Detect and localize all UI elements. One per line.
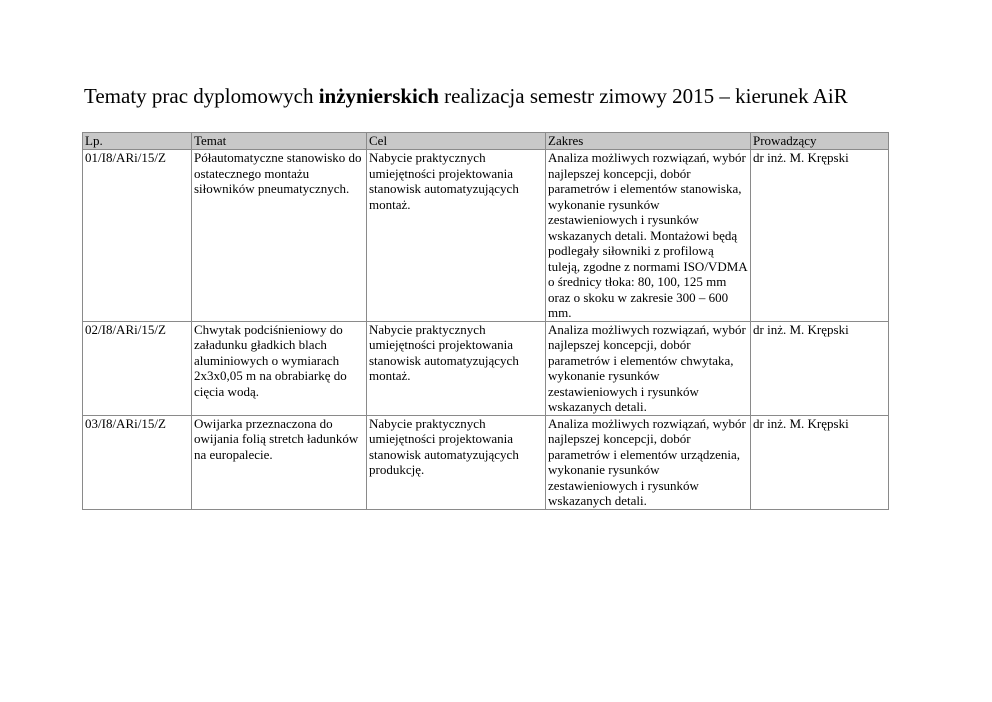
cell-lp: 02/I8/ARi/15/Z <box>83 321 192 415</box>
cell-temat: Półautomatyczne stanowisko do ostatecznego montażu siłowników pneumatycznych. <box>192 150 367 322</box>
header-prowadzacy: Prowadzący <box>751 133 889 150</box>
page-title <box>84 84 848 108</box>
cell-temat: Owijarka przeznaczona do owijania folią stretch ładunków na europalecie. <box>192 415 367 509</box>
cell-cel: Nabycie praktycznych umiejętności projektowania stanowisk automatyzujących montaż. <box>367 150 546 322</box>
cell-prowadzacy: dr inż. M. Krępski <box>751 150 889 322</box>
header-temat: Temat <box>192 133 367 150</box>
header-cel: Cel <box>367 133 546 150</box>
cell-lp: 01/I8/ARi/15/Z <box>83 150 192 322</box>
cell-cel: Nabycie praktycznych umiejętności projektowania stanowisk automatyzujących montaż. <box>367 321 546 415</box>
table-row <box>83 321 889 415</box>
title-suffix: realizacja semestr zimowy 2015 – kierunek AiR <box>438 84 848 108</box>
header-lp: Lp. <box>83 133 192 150</box>
cell-zakres: Analiza możliwych rozwiązań, wybór najlepszej koncepcji, dobór parametrów i elementów stanowiska, wykonanie rysunków zestawieniowych i rysunków wskazanych detali. Montażowi będą podlegały siłowniki z profilową tuleją, zgodne z normami ISO/VDMA o średnicy tłoka: 80, 100, 125 mm oraz o skoku w zakresie 300 – 600 mm. <box>546 150 751 322</box>
table-row <box>83 150 889 322</box>
cell-temat: Chwytak podciśnieniowy do załadunku gładkich blach aluminiowych o wymiarach 2x3x0,05 m na obrabiarkę do cięcia wodą. <box>192 321 367 415</box>
cell-lp: 03/I8/ARi/15/Z <box>83 415 192 509</box>
header-zakres: Zakres <box>546 133 751 150</box>
table-row <box>83 415 889 509</box>
title-bold: inżynierskich <box>318 84 439 108</box>
topics-table <box>82 132 889 510</box>
cell-cel: Nabycie praktycznych umiejętności projektowania stanowisk automatyzujących produkcję. <box>367 415 546 509</box>
cell-zakres: Analiza możliwych rozwiązań, wybór najlepszej koncepcji, dobór parametrów i elementów urządzenia, wykonanie rysunków zestawieniowych i rysunków wskazanych detali. <box>546 415 751 509</box>
cell-prowadzacy: dr inż. M. Krępski <box>751 321 889 415</box>
cell-prowadzacy: dr inż. M. Krępski <box>751 415 889 509</box>
cell-zakres: Analiza możliwych rozwiązań, wybór najlepszej koncepcji, dobór parametrów i elementów chwytaka, wykonanie rysunków zestawieniowych i rysunków wskazanych detali. <box>546 321 751 415</box>
table-header-row <box>83 133 889 150</box>
title-prefix: Tematy prac dyplomowych <box>84 84 319 108</box>
